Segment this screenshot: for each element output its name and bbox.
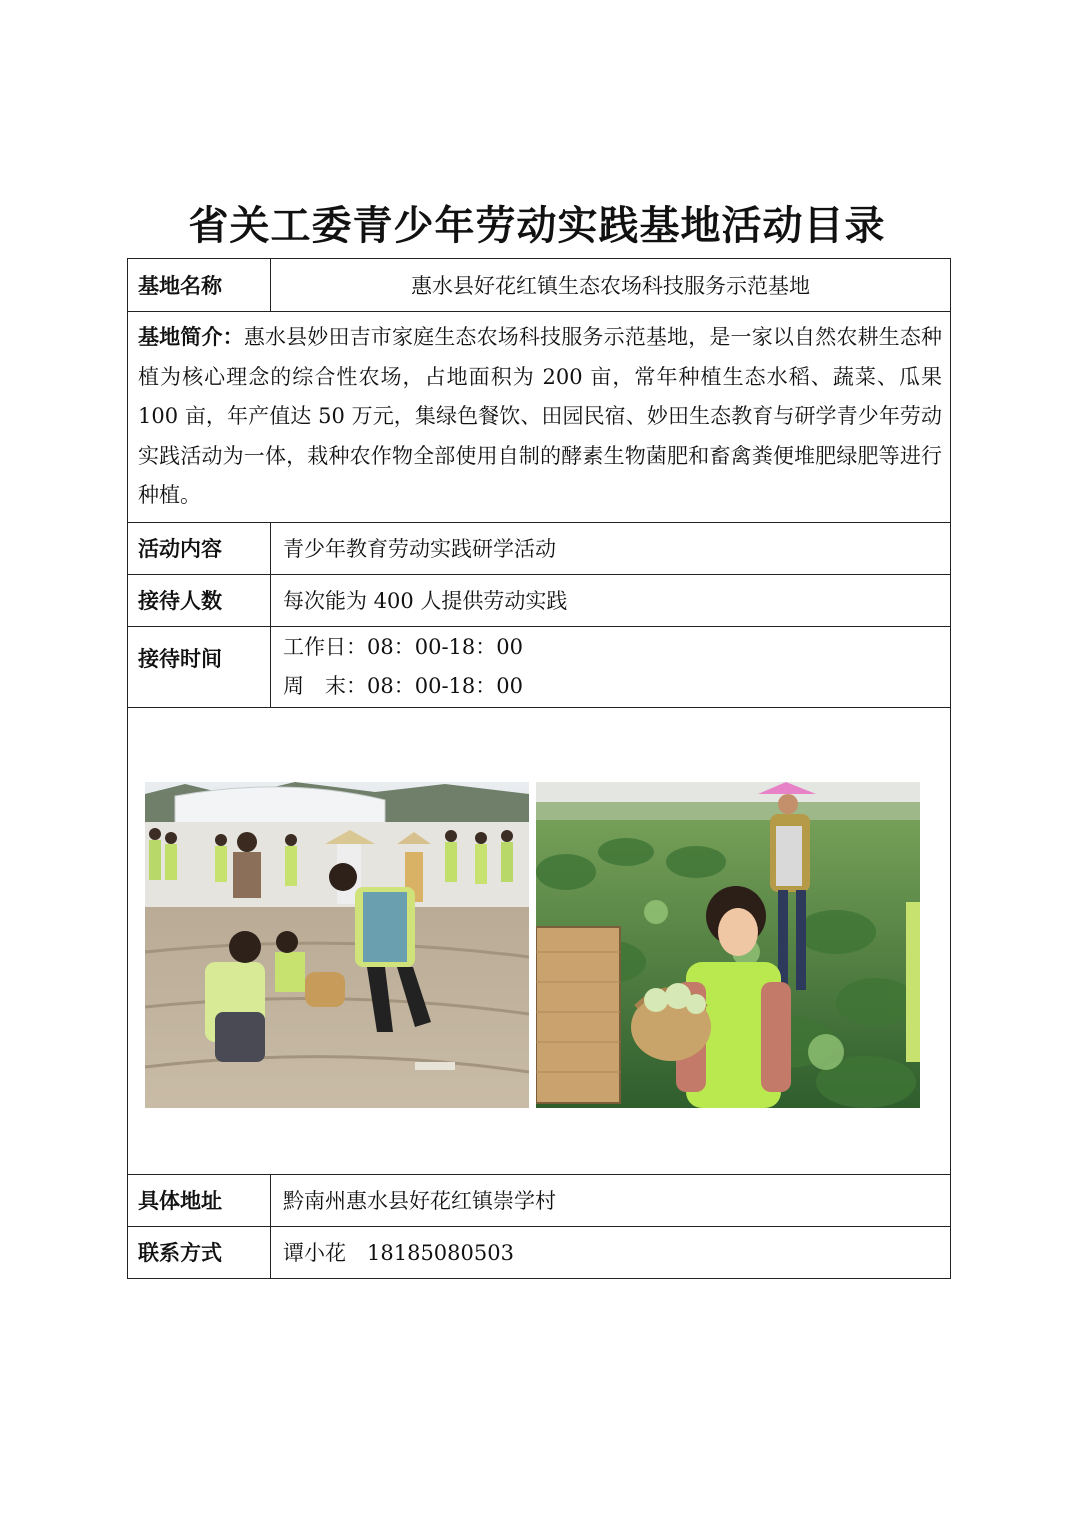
intro-text: 惠水县妙田吉市家庭生态农场科技服务示范基地，是一家以自然农耕生态种植为核心理念的综合性农场，占地面积为 200 亩，常年种植生态水稻、蔬菜、瓜果 100 亩，年产值达 50 万元，集绿色餐饮、田园民宿、妙田生态教育与研学青少年劳动实践活动为一体，栽种农作物全部使用自制的酵素生物菌肥和畜禽粪便堆肥绿肥等进行种植。 bbox=[138, 325, 942, 507]
capacity-value: 每次能为 400 人提供劳动实践 bbox=[271, 574, 951, 626]
photos-row bbox=[128, 707, 951, 1174]
children-planting-field-photo bbox=[145, 782, 529, 1108]
contact-row bbox=[128, 1226, 951, 1278]
address-row bbox=[128, 1174, 951, 1226]
girl-with-vegetable-basket-photo bbox=[536, 782, 920, 1108]
weekend-hours: 周 末：08：00-18：00 bbox=[283, 673, 523, 698]
capacity-row bbox=[128, 574, 951, 626]
children-planting-field-image bbox=[145, 782, 529, 1108]
address-value: 黔南州惠水县好花红镇崇学村 bbox=[271, 1174, 951, 1226]
base-info-table bbox=[127, 258, 951, 1279]
base-name-value: 惠水县好花红镇生态农场科技服务示范基地 bbox=[271, 259, 951, 312]
base-name-label: 基地名称 bbox=[128, 259, 271, 312]
hours-row bbox=[128, 626, 951, 707]
activity-value: 青少年教育劳动实践研学活动 bbox=[271, 522, 951, 574]
photos-container bbox=[128, 708, 950, 1174]
hours-label: 接待时间 bbox=[128, 626, 271, 707]
contact-value: 谭小花 18185080503 bbox=[271, 1226, 951, 1278]
intro-row bbox=[128, 312, 951, 523]
weekday-hours: 工作日：08：00-18：00 bbox=[283, 634, 523, 659]
activity-label: 活动内容 bbox=[128, 522, 271, 574]
contact-label: 联系方式 bbox=[128, 1226, 271, 1278]
hours-value bbox=[271, 626, 951, 707]
intro-cell bbox=[128, 312, 951, 523]
base-name-row bbox=[128, 259, 951, 312]
activity-row bbox=[128, 522, 951, 574]
girl-with-vegetable-basket-image bbox=[536, 782, 920, 1108]
address-label: 具体地址 bbox=[128, 1174, 271, 1226]
photos-cell bbox=[128, 707, 951, 1174]
intro-label: 基地简介： bbox=[138, 325, 244, 349]
page-title: 省关工委青少年劳动实践基地活动目录 bbox=[188, 202, 886, 249]
capacity-label: 接待人数 bbox=[128, 574, 271, 626]
